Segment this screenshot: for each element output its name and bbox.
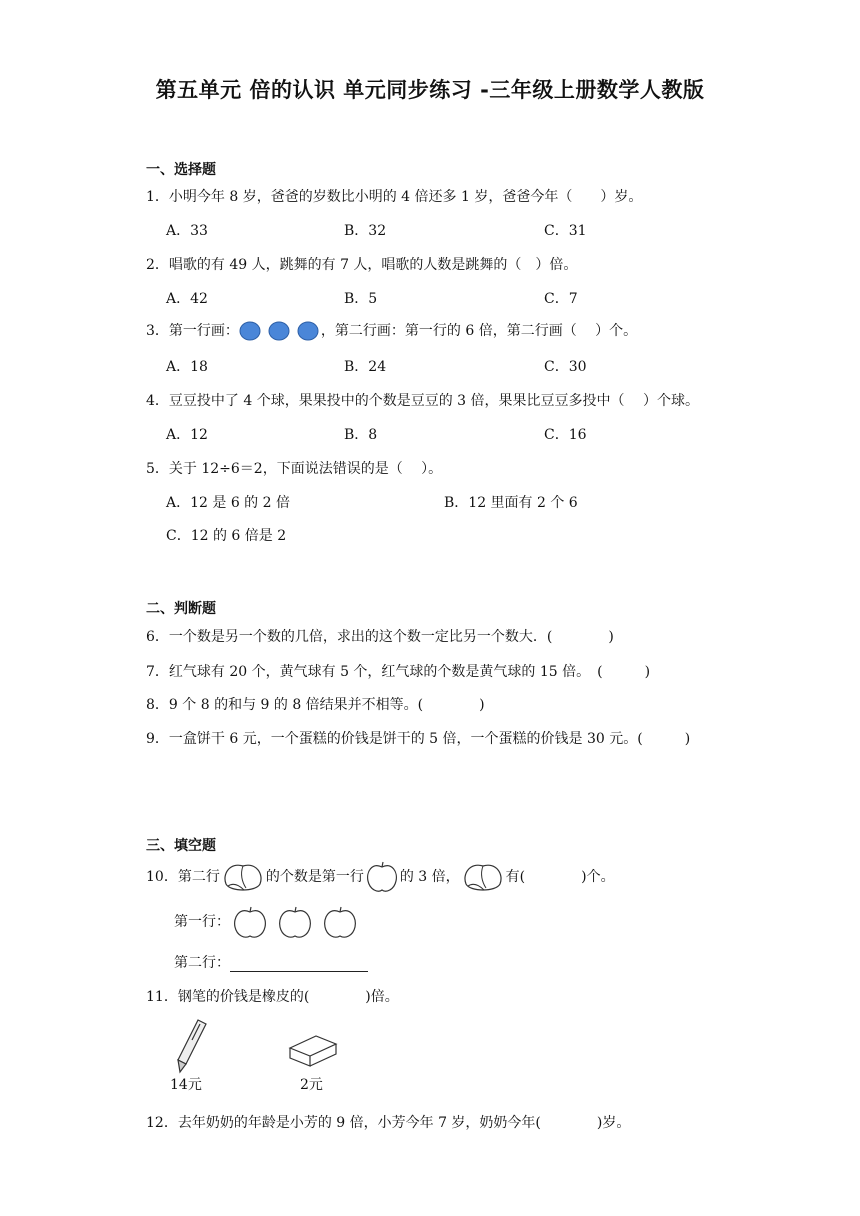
question-9: 9．一盒饼干 6 元，一个蛋糕的价钱是饼干的 5 倍，一个蛋糕的价钱是 30 元。( ) — [146, 731, 691, 747]
question-2: 2．唱歌的有 49 人，跳舞的有 7 人，唱歌的人数是跳舞的（ ）倍。 — [146, 257, 578, 273]
question-11: 11．钢笔的价钱是橡皮的( )倍。 — [146, 989, 399, 1005]
q10-part3: 的 3 倍， — [399, 869, 460, 885]
q4-option-c[interactable]: C．16 — [544, 427, 587, 443]
q3-option-b[interactable]: B．24 — [344, 359, 387, 375]
q2-option-b[interactable]: B．5 — [344, 291, 378, 307]
q5-option-a[interactable]: A．12 是 6 的 2 倍 — [166, 495, 290, 511]
q2-option-c[interactable]: C．7 — [544, 291, 578, 307]
apple-row-icon — [230, 904, 360, 940]
question-5: 5．关于 12÷6＝2，下面说法错误的是（ ）。 — [146, 461, 443, 477]
section-heading-judge: 二、判断题 — [146, 601, 216, 617]
q10-part1: 10．第二行 — [146, 869, 220, 885]
q3-option-a[interactable]: A．18 — [166, 359, 208, 375]
q1-option-c[interactable]: C．31 — [544, 223, 587, 239]
question-8: 8．9 个 8 的和与 9 的 8 倍结果并不相等。( ) — [146, 697, 485, 713]
q10-part2: 的个数是第一行 — [265, 869, 364, 885]
section-heading-fill: 三、填空题 — [146, 838, 216, 854]
peach-icon — [220, 860, 266, 894]
page-title: 第五单元 倍的认识 单元同步练习 -三年级上册数学人教版 — [155, 78, 705, 102]
question-3 — [146, 320, 637, 342]
answer-blank-line[interactable] — [230, 957, 368, 972]
q10-row2-label: 第二行： — [174, 955, 230, 971]
eraser-price: 2元 — [300, 1077, 323, 1093]
peach-icon — [460, 860, 506, 894]
question-7: 7．红气球有 20 个，黄气球有 5 个，红气球的个数是黄气球的 15 倍。 ( ) — [146, 664, 651, 680]
q2-option-a[interactable]: A．42 — [166, 291, 208, 307]
q10-part4: 有( )个。 — [505, 869, 615, 885]
section-heading-choice: 一、选择题 — [146, 162, 216, 178]
pen-price: 14元 — [170, 1077, 202, 1093]
q4-option-a[interactable]: A．12 — [166, 427, 208, 443]
q3-option-c[interactable]: C．30 — [544, 359, 587, 375]
question-4: 4．豆豆投中了 4 个球，果果投中的个数是豆豆的 3 倍，果果比豆豆多投中（ ）个球。 — [146, 393, 699, 409]
q5-option-b[interactable]: B．12 里面有 2 个 6 — [444, 495, 578, 511]
q10-row-2 — [174, 952, 368, 972]
question-12: 12．去年奶奶的年龄是小芳的 9 倍，小芳今年 7 岁，奶奶今年( )岁。 — [146, 1115, 631, 1131]
q5-option-c[interactable]: C．12 的 6 倍是 2 — [166, 528, 287, 544]
q4-option-b[interactable]: B．8 — [344, 427, 378, 443]
question-1: 1．小明今年 8 岁，爸爸的岁数比小明的 4 倍还多 1 岁，爸爸今年（ ）岁。 — [146, 189, 643, 205]
question-10 — [146, 860, 615, 894]
q1-option-b[interactable]: B．32 — [344, 223, 387, 239]
q3-suffix: ，第二行画：第一行的 6 倍，第二行画（ ）个。 — [320, 323, 638, 339]
q10-row-1 — [174, 904, 360, 940]
q3-prefix: 3．第一行画： — [146, 323, 239, 339]
blue-circles-icon — [239, 320, 321, 342]
question-6: 6．一个数是另一个数的几倍，求出的这个数一定比另一个数大．( ) — [146, 629, 614, 645]
eraser-icon — [286, 1032, 340, 1068]
q1-option-a[interactable]: A．33 — [166, 223, 208, 239]
q10-row1-label: 第一行： — [174, 914, 230, 930]
apple-icon — [364, 860, 400, 894]
pen-icon — [170, 1018, 210, 1074]
